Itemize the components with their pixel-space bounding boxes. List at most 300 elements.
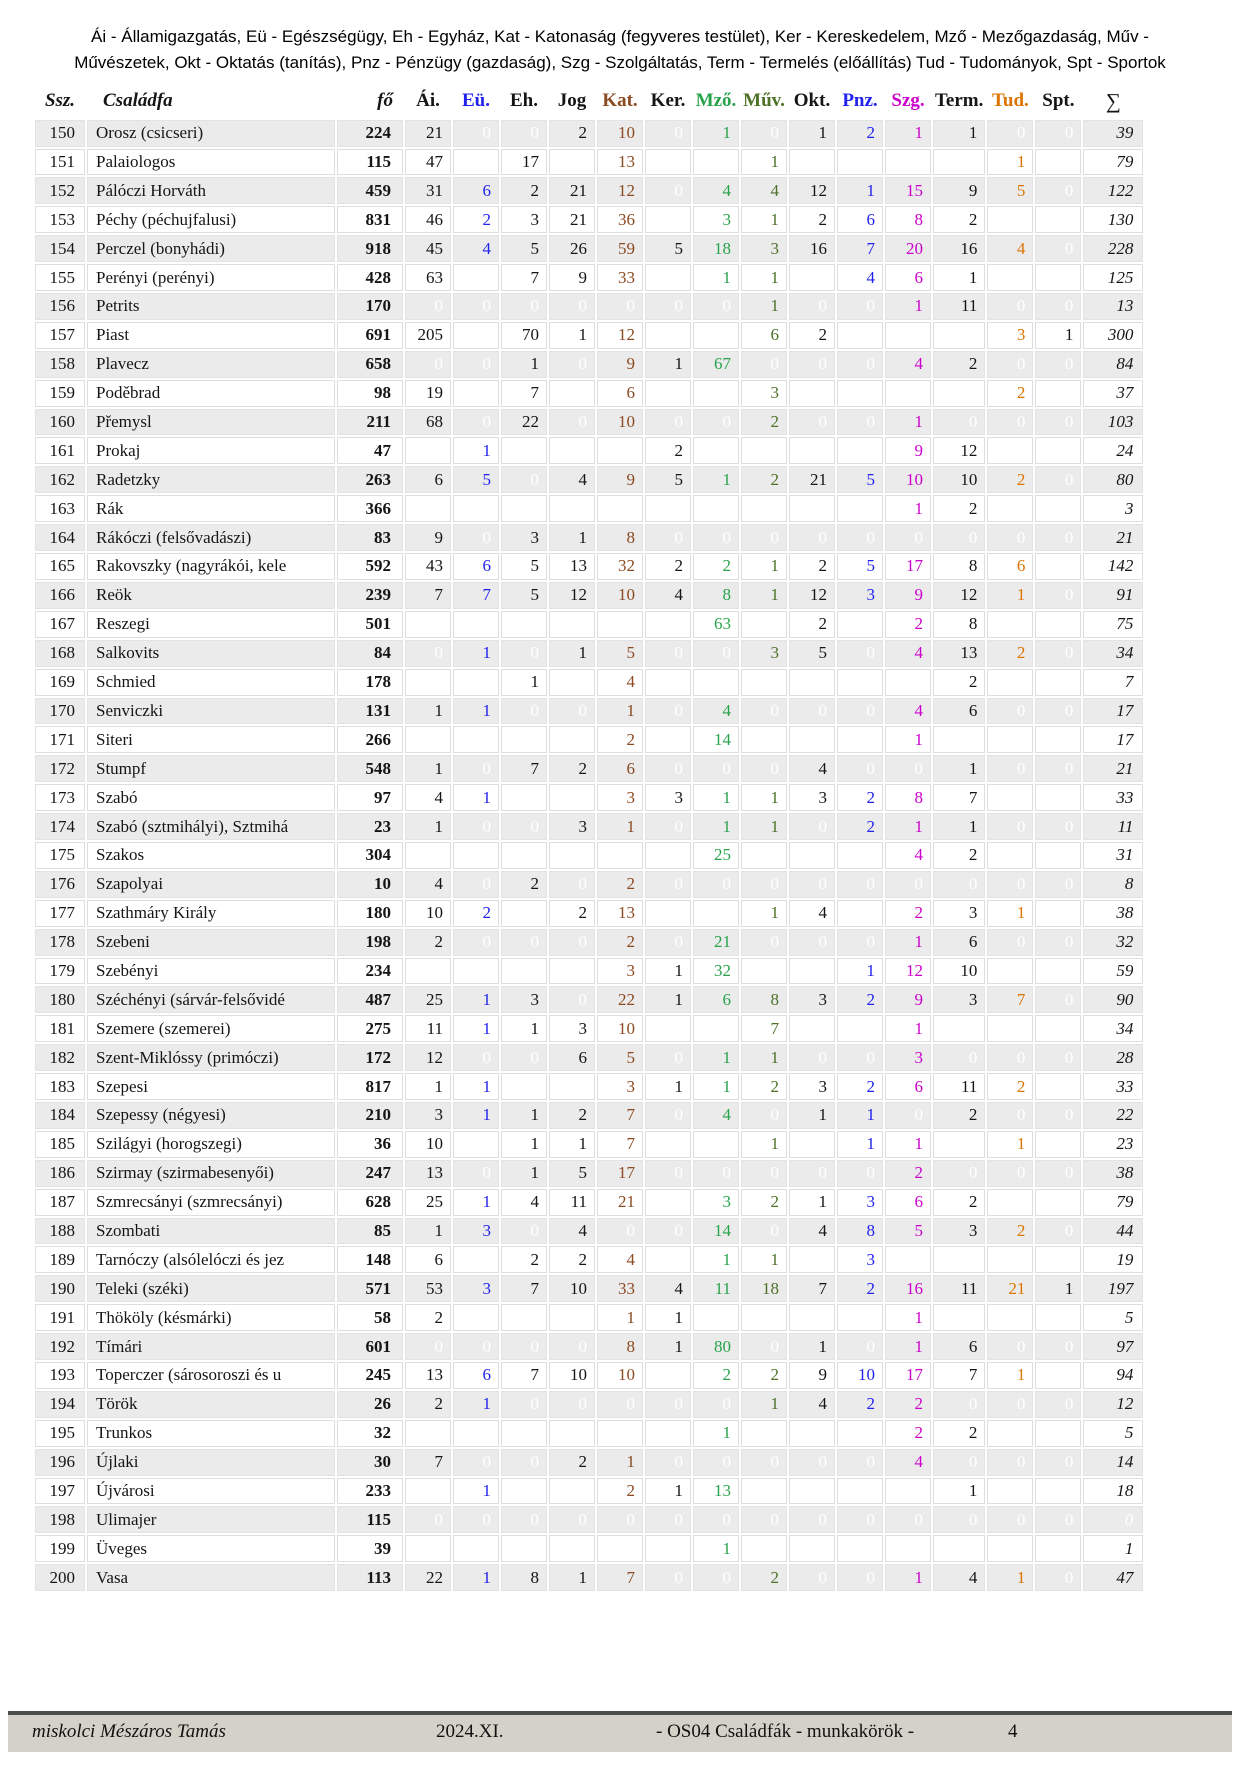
mzo-cell: 1 [693,1420,739,1447]
kat-cell: 5 [597,1044,643,1071]
ai-cell: 1 [405,813,451,840]
muv-cell [741,1478,787,1505]
mzo-cell [693,1131,739,1158]
sum-cell: 34 [1083,640,1143,667]
family-name-cell: Szent-Miklóssy (primóczi) [87,1044,335,1071]
tud-cell [987,437,1033,464]
eu-cell [453,380,499,407]
kat-cell: 13 [597,900,643,927]
okt-cell: 7 [789,1275,835,1302]
row-number-cell: 156 [35,293,85,320]
family-name-cell: Szakos [87,842,335,869]
okt-cell: 2 [789,553,835,580]
okt-cell: 9 [789,1362,835,1389]
headcount-cell: 26 [337,1391,403,1418]
okt-cell: 0 [789,293,835,320]
kat-cell: 33 [597,1275,643,1302]
sum-cell: 122 [1083,177,1143,204]
pnz-cell [837,900,883,927]
ker-cell: 1 [645,1304,691,1331]
sum-cell: 90 [1083,986,1143,1013]
okt-cell: 12 [789,582,835,609]
mzo-cell [693,1304,739,1331]
row-number-cell: 176 [35,871,85,898]
term-cell [933,1015,985,1042]
spt-cell: 0 [1035,986,1081,1013]
ker-cell [645,1189,691,1216]
szg-cell: 16 [885,1275,931,1302]
tud-cell: 0 [987,351,1033,378]
family-name-cell: Szabó [87,784,335,811]
eu-cell: 1 [453,1564,499,1591]
jog-cell: 3 [549,813,595,840]
kat-cell [597,1420,643,1447]
headcount-cell: 148 [337,1246,403,1273]
headcount-cell: 501 [337,611,403,638]
szg-cell: 1 [885,495,931,522]
spt-cell: 0 [1035,1391,1081,1418]
pnz-cell [837,1420,883,1447]
eu-cell [453,958,499,985]
mzo-cell: 0 [693,871,739,898]
row-number-cell: 177 [35,900,85,927]
sum-cell: 34 [1083,1015,1143,1042]
sum-cell: 23 [1083,1131,1143,1158]
okt-cell: 0 [789,871,835,898]
ai-cell: 31 [405,177,451,204]
jog-cell: 5 [549,1160,595,1187]
muv-cell: 0 [741,524,787,551]
ker-cell: 0 [645,1564,691,1591]
ai-cell: 10 [405,1131,451,1158]
pnz-cell: 0 [837,293,883,320]
jog-cell [549,1478,595,1505]
eh-cell: 3 [501,524,547,551]
mzo-cell: 0 [693,755,739,782]
family-name-cell: Szombati [87,1218,335,1245]
spt-cell [1035,900,1081,927]
headcount-cell: 366 [337,495,403,522]
column-header-sum: ∑ [1083,89,1143,118]
ai-cell [405,1535,451,1562]
spt-cell [1035,206,1081,233]
term-cell: 6 [933,929,985,956]
family-name-cell: Üveges [87,1535,335,1562]
eh-cell [501,900,547,927]
eh-cell: 0 [501,293,547,320]
eu-cell [453,1131,499,1158]
sum-cell: 38 [1083,1160,1143,1187]
headcount-cell: 180 [337,900,403,927]
szg-cell [885,380,931,407]
row-number-cell: 196 [35,1449,85,1476]
legend-text [40,24,1200,77]
term-cell: 1 [933,264,985,291]
spt-cell: 0 [1035,1449,1081,1476]
row-number-cell: 194 [35,1391,85,1418]
sum-cell: 38 [1083,900,1143,927]
column-header-muv: Műv. [741,89,787,118]
ker-cell [645,611,691,638]
tud-cell [987,1478,1033,1505]
tud-cell [987,784,1033,811]
jog-cell: 4 [549,466,595,493]
mzo-cell: 3 [693,206,739,233]
spt-cell [1035,553,1081,580]
ker-cell: 0 [645,409,691,436]
footer-author: miskolci Mészáros Tamás [32,1721,226,1742]
column-header-pnz: Pnz. [837,89,883,118]
spt-cell: 0 [1035,1506,1081,1533]
headcount-cell: 247 [337,1160,403,1187]
mzo-cell: 25 [693,842,739,869]
szg-cell: 1 [885,1564,931,1591]
eh-cell [501,784,547,811]
sum-cell: 0 [1083,1506,1143,1533]
ai-cell: 4 [405,871,451,898]
eu-cell: 1 [453,1391,499,1418]
row-number-cell: 188 [35,1218,85,1245]
eu-cell: 0 [453,409,499,436]
tud-cell [987,1246,1033,1273]
headcount-cell: 658 [337,351,403,378]
ai-cell [405,669,451,696]
mzo-cell [693,149,739,176]
ker-cell: 0 [645,524,691,551]
mzo-cell: 0 [693,1449,739,1476]
ai-cell: 25 [405,986,451,1013]
tud-cell: 2 [987,466,1033,493]
kat-cell: 2 [597,929,643,956]
sum-cell: 97 [1083,1333,1143,1360]
jog-cell: 6 [549,1044,595,1071]
term-cell: 2 [933,1420,985,1447]
szg-cell: 4 [885,351,931,378]
jog-cell: 2 [549,755,595,782]
table-row [35,495,1143,522]
pnz-cell: 0 [837,871,883,898]
headcount-cell: 691 [337,322,403,349]
headcount-cell: 234 [337,958,403,985]
ker-cell: 5 [645,235,691,262]
sum-cell: 24 [1083,437,1143,464]
headcount-cell: 115 [337,149,403,176]
pnz-cell: 0 [837,1160,883,1187]
kat-cell: 0 [597,293,643,320]
spt-cell [1035,149,1081,176]
tud-cell [987,1189,1033,1216]
column-header-spt: Spt. [1035,89,1081,118]
spt-cell: 0 [1035,1044,1081,1071]
ai-cell: 0 [405,1333,451,1360]
mzo-cell: 1 [693,264,739,291]
term-cell [933,322,985,349]
kat-cell: 2 [597,1478,643,1505]
kat-cell: 3 [597,784,643,811]
pnz-cell: 6 [837,206,883,233]
eh-cell [501,726,547,753]
ai-cell: 53 [405,1275,451,1302]
ker-cell: 3 [645,784,691,811]
pnz-cell: 2 [837,1391,883,1418]
table-row [35,1160,1143,1187]
spt-cell [1035,1015,1081,1042]
kat-cell: 8 [597,524,643,551]
pnz-cell [837,495,883,522]
ai-cell: 19 [405,380,451,407]
tud-cell: 0 [987,293,1033,320]
family-name-cell: Szepessy (négyesi) [87,1102,335,1129]
jog-cell: 0 [549,698,595,725]
mzo-cell [693,669,739,696]
kat-cell: 10 [597,409,643,436]
eh-cell: 22 [501,409,547,436]
okt-cell [789,1420,835,1447]
kat-cell: 10 [597,120,643,147]
eh-cell: 7 [501,1275,547,1302]
table-row [35,1478,1143,1505]
spt-cell: 0 [1035,1102,1081,1129]
headcount-cell: 266 [337,726,403,753]
okt-cell: 1 [789,1333,835,1360]
szg-cell: 17 [885,553,931,580]
pnz-cell: 5 [837,466,883,493]
row-number-cell: 198 [35,1506,85,1533]
ker-cell: 0 [645,1449,691,1476]
table-row [35,611,1143,638]
sum-cell: 37 [1083,380,1143,407]
row-number-cell: 164 [35,524,85,551]
family-name-cell: Szemere (szemerei) [87,1015,335,1042]
family-name-cell: Rakovszky (nagyrákói, kele [87,553,335,580]
kat-cell: 7 [597,1564,643,1591]
okt-cell: 2 [789,206,835,233]
szg-cell [885,1478,931,1505]
sum-cell: 75 [1083,611,1143,638]
okt-cell [789,495,835,522]
table-row [35,1015,1143,1042]
okt-cell: 1 [789,1102,835,1129]
ker-cell [645,726,691,753]
table-row [35,1333,1143,1360]
headcount-cell: 628 [337,1189,403,1216]
tud-cell: 0 [987,813,1033,840]
spt-cell [1035,958,1081,985]
headcount-cell: 58 [337,1304,403,1331]
ai-cell [405,842,451,869]
table-row [35,958,1143,985]
mzo-cell: 14 [693,726,739,753]
muv-cell: 2 [741,1189,787,1216]
jog-cell: 0 [549,929,595,956]
spt-cell [1035,1073,1081,1100]
sum-cell: 3 [1083,495,1143,522]
table-row [35,437,1143,464]
ker-cell: 0 [645,813,691,840]
szg-cell [885,322,931,349]
headcount-cell: 831 [337,206,403,233]
headcount-cell: 131 [337,698,403,725]
ai-cell: 25 [405,1189,451,1216]
kat-cell: 9 [597,351,643,378]
eu-cell: 0 [453,1160,499,1187]
sum-cell: 91 [1083,582,1143,609]
eu-cell: 6 [453,1362,499,1389]
kat-cell: 17 [597,1160,643,1187]
ker-cell [645,322,691,349]
column-header-ker: Ker. [645,89,691,118]
headcount-cell: 245 [337,1362,403,1389]
eu-cell [453,264,499,291]
term-cell: 0 [933,524,985,551]
ai-cell: 1 [405,698,451,725]
family-name-cell: Trunkos [87,1420,335,1447]
eu-cell: 0 [453,929,499,956]
mzo-cell: 0 [693,524,739,551]
okt-cell [789,1015,835,1042]
okt-cell: 16 [789,235,835,262]
row-number-cell: 192 [35,1333,85,1360]
eu-cell: 0 [453,120,499,147]
term-cell: 3 [933,900,985,927]
ker-cell: 0 [645,293,691,320]
spt-cell [1035,495,1081,522]
tud-cell: 2 [987,380,1033,407]
kat-cell: 10 [597,1362,643,1389]
jog-cell: 2 [549,1246,595,1273]
jog-cell: 1 [549,640,595,667]
kat-cell: 1 [597,698,643,725]
eh-cell: 7 [501,380,547,407]
kat-cell [597,437,643,464]
szg-cell [885,149,931,176]
eu-cell: 0 [453,813,499,840]
szg-cell: 20 [885,235,931,262]
mzo-cell: 63 [693,611,739,638]
headcount-cell: 275 [337,1015,403,1042]
spt-cell [1035,1131,1081,1158]
term-cell: 10 [933,958,985,985]
row-number-cell: 169 [35,669,85,696]
row-number-cell: 173 [35,784,85,811]
table-row [35,842,1143,869]
sum-cell: 79 [1083,149,1143,176]
szg-cell: 2 [885,611,931,638]
szg-cell: 3 [885,1044,931,1071]
table-row [35,784,1143,811]
okt-cell: 0 [789,524,835,551]
row-number-cell: 193 [35,1362,85,1389]
jog-cell: 12 [549,582,595,609]
row-number-cell: 153 [35,206,85,233]
szg-cell: 17 [885,1362,931,1389]
spt-cell: 1 [1035,1275,1081,1302]
row-number-cell: 180 [35,986,85,1013]
table-row [35,264,1143,291]
row-number-cell: 175 [35,842,85,869]
okt-cell [789,1304,835,1331]
ker-cell: 0 [645,1160,691,1187]
jog-cell: 0 [549,1391,595,1418]
szg-cell: 1 [885,726,931,753]
eh-cell: 1 [501,1015,547,1042]
pnz-cell: 4 [837,264,883,291]
szg-cell: 6 [885,1073,931,1100]
muv-cell: 2 [741,1073,787,1100]
mzo-cell: 3 [693,1189,739,1216]
family-name-cell: Széchényi (sárvár-felsővidé [87,986,335,1013]
okt-cell: 0 [789,698,835,725]
families-table [33,87,1145,1593]
ai-cell: 2 [405,929,451,956]
eh-cell [501,1420,547,1447]
spt-cell [1035,1246,1081,1273]
family-name-cell: Szirmay (szirmabesenyői) [87,1160,335,1187]
kat-cell: 2 [597,871,643,898]
muv-cell [741,611,787,638]
okt-cell: 5 [789,640,835,667]
row-number-cell: 150 [35,120,85,147]
family-name-cell: Szebeni [87,929,335,956]
jog-cell [549,958,595,985]
sum-cell: 33 [1083,784,1143,811]
mzo-cell: 1 [693,466,739,493]
mzo-cell: 2 [693,1362,739,1389]
headcount-cell: 263 [337,466,403,493]
tud-cell: 2 [987,1073,1033,1100]
term-cell: 16 [933,235,985,262]
term-cell: 6 [933,698,985,725]
muv-cell [741,842,787,869]
muv-cell: 0 [741,1218,787,1245]
ai-cell: 46 [405,206,451,233]
eu-cell: 1 [453,1478,499,1505]
eh-cell: 0 [501,1506,547,1533]
muv-cell: 1 [741,293,787,320]
table-row [35,1304,1143,1331]
jog-cell: 0 [549,351,595,378]
okt-cell: 0 [789,409,835,436]
kat-cell: 7 [597,1102,643,1129]
legend-line-1: Ái - Államigazgatás, Eü - Egészségügy, Eh - Egyház, Kat - Katonaság (fegyveres testület), Ker - Kereskedelem, Mző - Mezőgazdaság, Műv - [91,27,1149,46]
mzo-cell: 21 [693,929,739,956]
pnz-cell: 0 [837,640,883,667]
szg-cell: 2 [885,900,931,927]
eu-cell [453,842,499,869]
eh-cell: 0 [501,1449,547,1476]
pnz-cell: 2 [837,784,883,811]
tud-cell [987,495,1033,522]
term-cell: 2 [933,842,985,869]
szg-cell: 9 [885,582,931,609]
muv-cell: 18 [741,1275,787,1302]
pnz-cell [837,1304,883,1331]
muv-cell: 1 [741,1246,787,1273]
eu-cell [453,726,499,753]
row-number-cell: 158 [35,351,85,378]
term-cell [933,1304,985,1331]
okt-cell [789,1131,835,1158]
szg-cell: 2 [885,1160,931,1187]
sum-cell: 12 [1083,1391,1143,1418]
kat-cell: 12 [597,322,643,349]
jog-cell [549,1535,595,1562]
column-header-kat: Kat. [597,89,643,118]
okt-cell [789,149,835,176]
pnz-cell: 8 [837,1218,883,1245]
kat-cell: 13 [597,149,643,176]
szg-cell: 4 [885,640,931,667]
